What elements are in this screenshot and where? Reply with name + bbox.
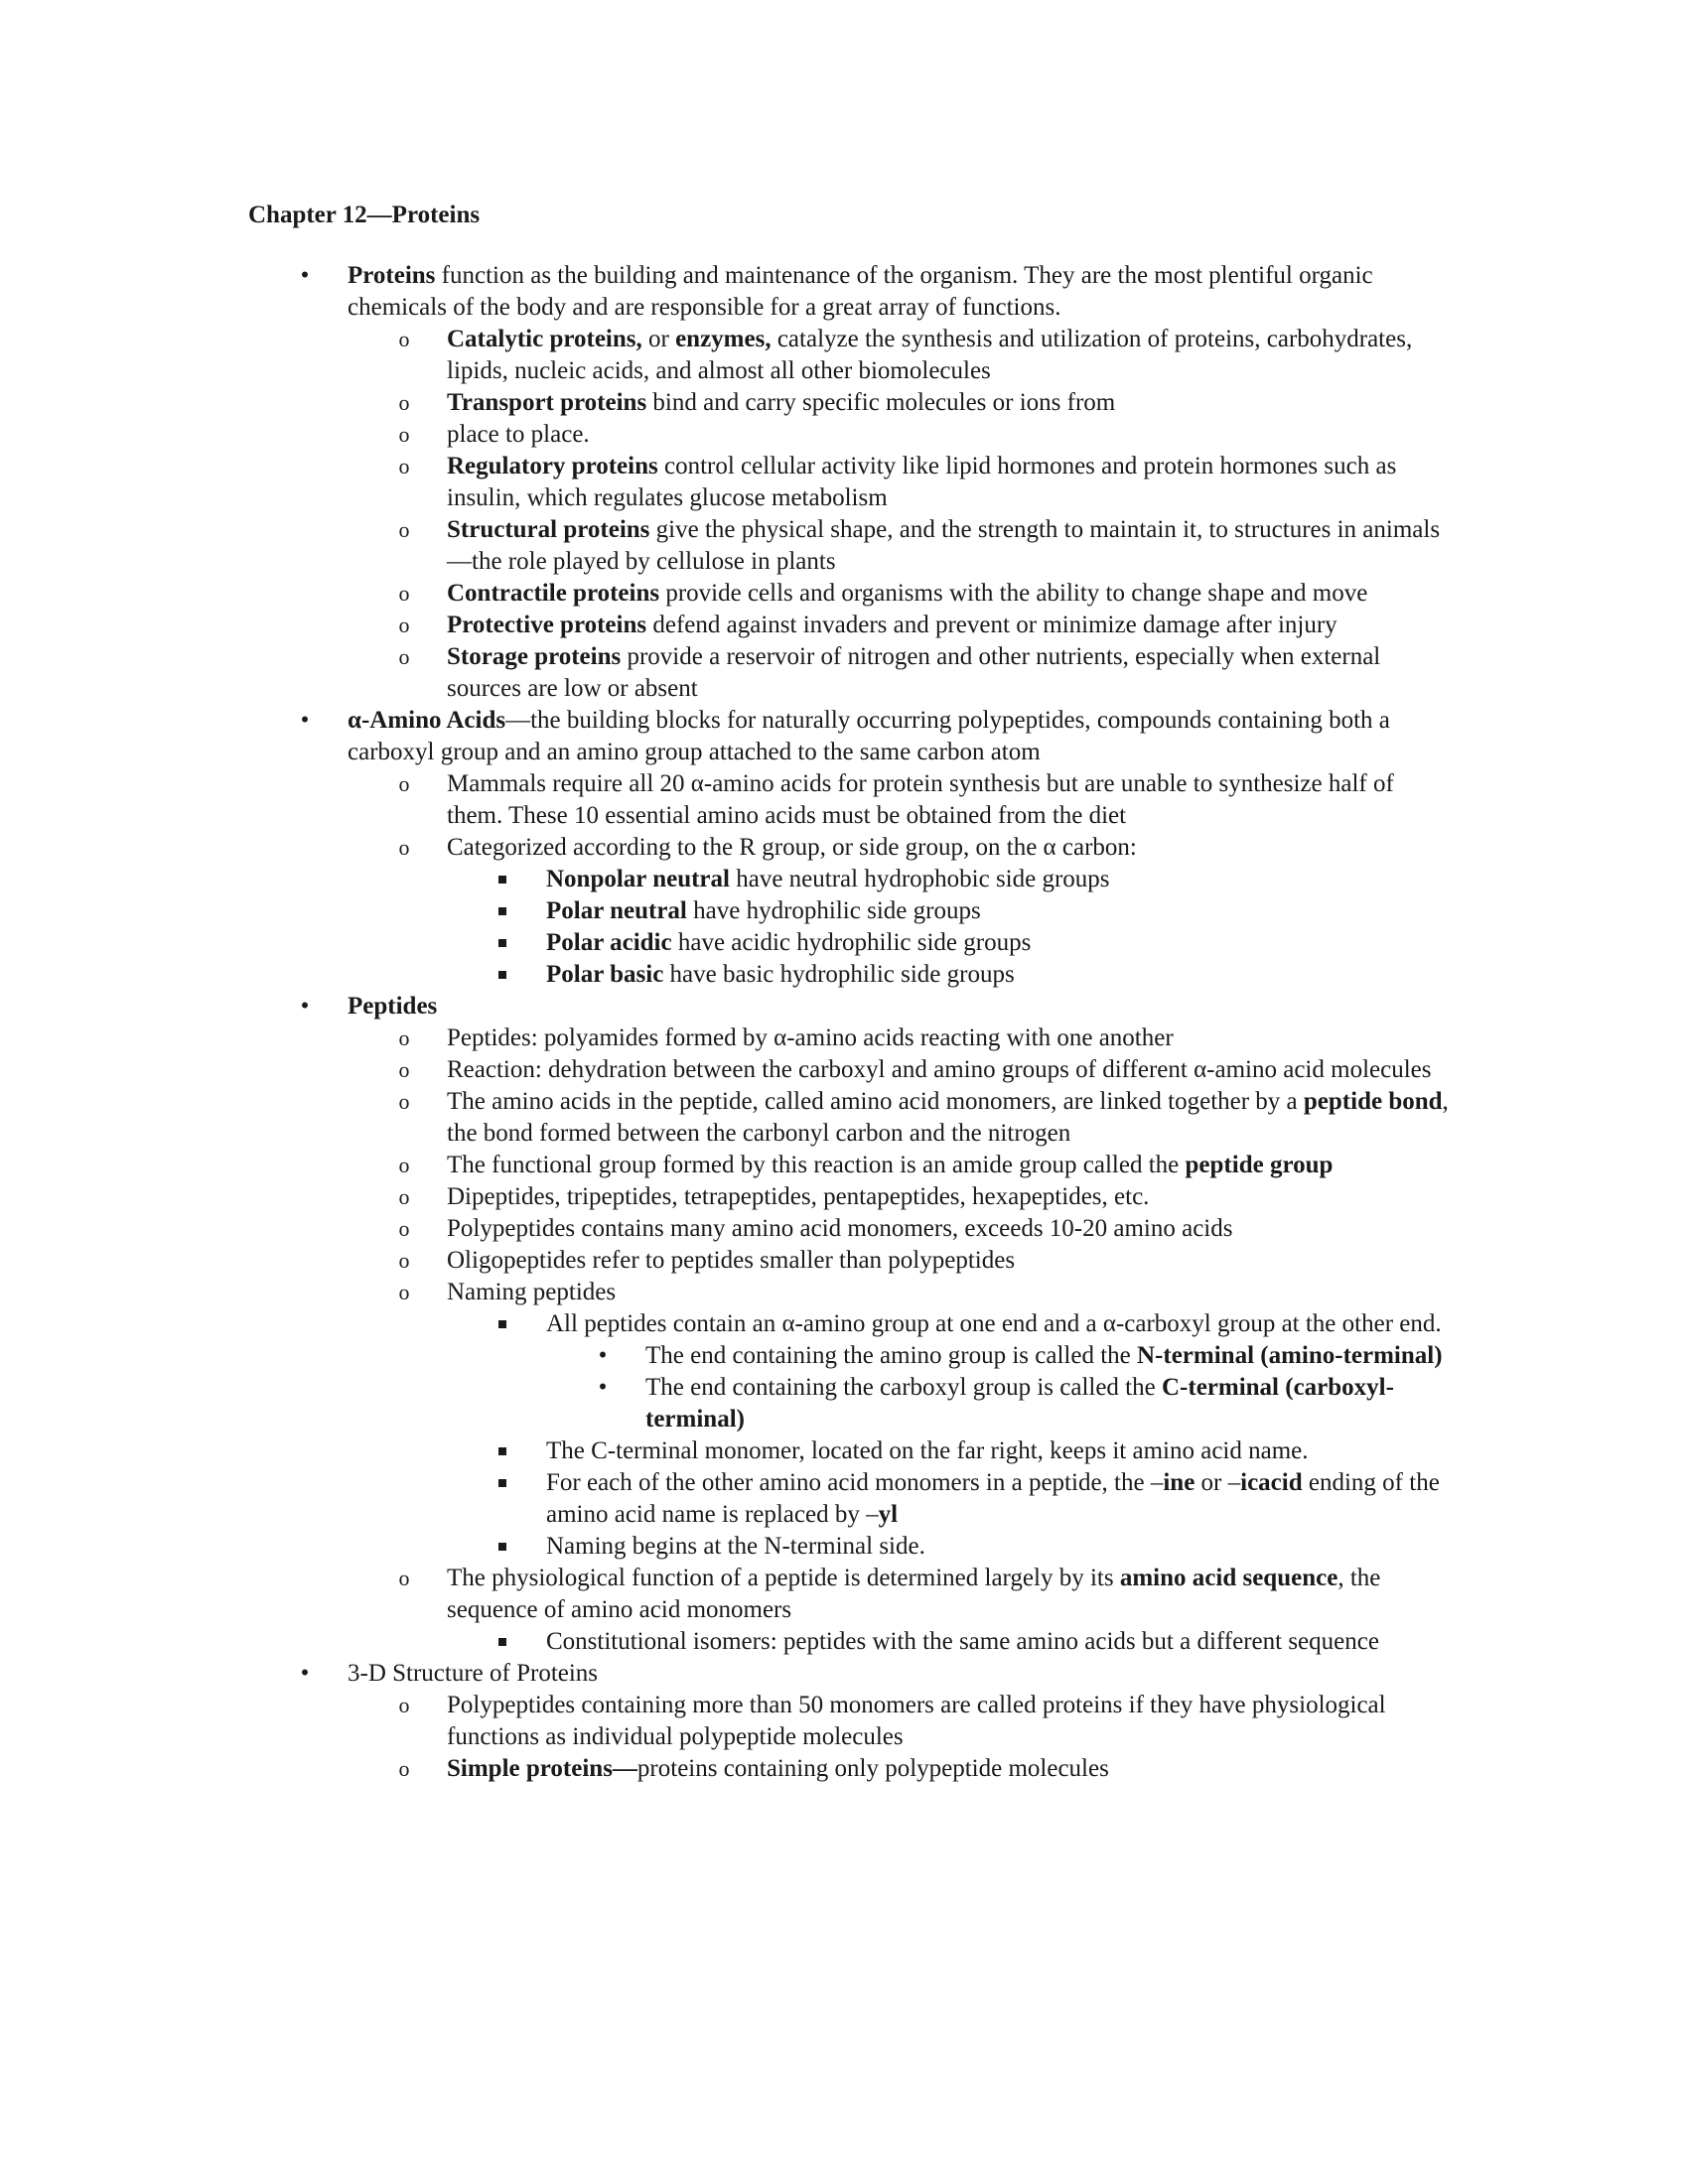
term: N-terminal (amino-terminal): [1137, 1342, 1443, 1369]
body-text: Polypeptides contains many amino acid monomers, exceeds 10-20 amino acids: [447, 1215, 1233, 1242]
body-text: bind and carry specific molecules or ions from: [646, 389, 1116, 416]
list-item: [300, 1658, 1450, 1785]
body-text: defend against invaders and prevent or minimize damage after injury: [646, 612, 1337, 638]
outline-list: [300, 260, 1450, 1785]
list-item: [398, 610, 1450, 641]
list-item: [546, 1531, 1450, 1563]
list-item: [398, 451, 1450, 514]
body-text: give the physical shape, and the strength to maintain it, to structures in animals—the role played by cellulose in plants: [447, 516, 1441, 575]
body-text: Dipeptides, tripeptides, tetrapeptides, pentapeptides, hexapeptides, etc.: [447, 1183, 1150, 1210]
term: Simple proteins—: [447, 1755, 637, 1782]
circle-bullet-icon: o: [398, 835, 410, 860]
sublist: [348, 1690, 1450, 1785]
body-text: Naming begins at the N-terminal side.: [546, 1533, 925, 1560]
list-item: [398, 387, 1450, 419]
list-item: [398, 1213, 1450, 1245]
bullet-icon: •: [300, 993, 310, 1020]
body-text: The end containing the amino group is called the: [645, 1342, 1137, 1369]
bullet-icon: •: [598, 1374, 608, 1401]
term: ine: [1163, 1469, 1196, 1496]
circle-bullet-icon: o: [398, 771, 410, 796]
bullet-icon: •: [300, 262, 310, 289]
body-text: control cellular activity like lipid hormones and protein hormones such as insulin, which regulates glucose metabolism: [447, 453, 1397, 511]
circle-bullet-icon: o: [398, 644, 410, 669]
list-item: [398, 768, 1450, 832]
square-bullet-icon: [498, 1479, 506, 1487]
list-item: [300, 991, 1450, 1658]
list-item: [398, 1690, 1450, 1753]
list-item: [300, 260, 1450, 705]
circle-bullet-icon: o: [398, 1153, 410, 1177]
body-text: The amino acids in the peptide, called amino acid monomers, are linked together by a: [447, 1088, 1304, 1115]
term: C-terminal (carboxyl-terminal): [645, 1374, 1394, 1433]
circle-bullet-icon: o: [398, 1280, 410, 1304]
body-text: Naming peptides: [447, 1279, 617, 1305]
circle-bullet-icon: o: [398, 1756, 410, 1781]
list-item: [398, 514, 1450, 578]
list-item: [546, 959, 1450, 991]
list-item: [546, 927, 1450, 959]
circle-bullet-icon: o: [398, 613, 410, 637]
body-text: Oligopeptides refer to peptides smaller than polypeptides: [447, 1247, 1016, 1274]
circle-bullet-icon: o: [398, 517, 410, 542]
circle-bullet-icon: o: [398, 327, 410, 351]
body-text: Mammals require all 20 α-amino acids for protein synthesis but are unable to synthesize half of them. These 10 essential amino acids must be obtained from the diet: [447, 770, 1394, 829]
term: Peptides: [348, 993, 438, 1020]
term: Protective proteins: [447, 612, 647, 638]
term: enzymes,: [675, 326, 772, 352]
list-item: [398, 1245, 1450, 1277]
list-item: [398, 324, 1450, 387]
list-item: [398, 1181, 1450, 1213]
circle-bullet-icon: o: [398, 454, 410, 478]
circle-bullet-icon: o: [398, 1089, 410, 1114]
term: Polar neutral: [546, 897, 687, 924]
list-item: [398, 832, 1450, 991]
body-text: For each of the other amino acid monomers in a peptide, the –: [546, 1469, 1164, 1496]
body-text: Peptides: polyamides formed by α-amino acids reacting with one another: [447, 1024, 1174, 1051]
term: Polar basic: [546, 961, 664, 988]
body-text: Categorized according to the R group, or side group, on the α carbon:: [447, 834, 1137, 861]
body-text: function as the building and maintenance of the organism. They are the most plentiful organic chemicals of the body and are responsible for a great array of functions.: [348, 262, 1373, 321]
circle-bullet-icon: o: [398, 1216, 410, 1241]
body-text: proteins containing only polypeptide molecules: [636, 1755, 1109, 1782]
term: Regulatory proteins: [447, 453, 658, 479]
sublist: [447, 864, 1450, 991]
term: Structural proteins: [447, 516, 650, 543]
body-text: have basic hydrophilic side groups: [663, 961, 1015, 988]
square-bullet-icon: [498, 876, 506, 884]
body-text: 3-D Structure of Proteins: [348, 1660, 599, 1687]
sublist: [348, 1023, 1450, 1658]
list-item: [398, 1150, 1450, 1181]
term: Polar acidic: [546, 929, 672, 956]
body-text: —the building blocks for naturally occurring polypeptides, compounds containing both a carboxyl group and an amino group attached to the same carbon atom: [348, 707, 1390, 765]
term: peptide group: [1185, 1152, 1334, 1178]
chapter-title: Chapter 12—Proteins: [248, 202, 481, 228]
square-bullet-icon: [498, 971, 506, 979]
circle-bullet-icon: o: [398, 422, 410, 447]
body-text: , the sequence of amino acid monomers: [447, 1565, 1381, 1623]
body-text: The functional group formed by this reaction is an amide group called the: [447, 1152, 1186, 1178]
sublist: [348, 324, 1450, 705]
body-text: or: [641, 326, 676, 352]
term: Proteins: [348, 262, 436, 289]
square-bullet-icon: [498, 907, 506, 915]
body-text: provide a reservoir of nitrogen and other nutrients, especially when external sources are low or absent: [447, 643, 1381, 702]
term: icacid: [1240, 1469, 1303, 1496]
list-item: [398, 419, 1450, 451]
list-item: [398, 578, 1450, 610]
square-bullet-icon: [498, 1543, 506, 1551]
term: peptide bond: [1303, 1088, 1443, 1115]
term: Transport proteins: [447, 389, 647, 416]
body-text: Polypeptides containing more than 50 monomers are called proteins if they have physiological functions as individual polypeptide molecules: [447, 1692, 1386, 1750]
bullet-icon: •: [300, 1660, 310, 1687]
list-item: [398, 1023, 1450, 1054]
body-text: have acidic hydrophilic side groups: [671, 929, 1032, 956]
list-item: [546, 1435, 1450, 1467]
term: Nonpolar neutral: [546, 866, 730, 892]
list-item: [546, 1308, 1450, 1435]
body-text: The C-terminal monomer, located on the far right, keeps it amino acid name.: [546, 1437, 1309, 1464]
body-text: All peptides contain an α-amino group at one end and a α-carboxyl group at the other end.: [546, 1310, 1442, 1337]
term: Storage proteins: [447, 643, 622, 670]
body-text: have hydrophilic side groups: [686, 897, 981, 924]
body-text: catalyze the synthesis and utilization of proteins, carbohydrates, lipids, nucleic acids, and almost all other biomolecules: [447, 326, 1413, 384]
circle-bullet-icon: o: [398, 1025, 410, 1050]
bullet-icon: •: [300, 707, 310, 734]
list-item: [546, 895, 1450, 927]
circle-bullet-icon: o: [398, 581, 410, 606]
body-text: Constitutional isomers: peptides with the same amino acids but a different sequence: [546, 1628, 1379, 1655]
square-bullet-icon: [498, 1447, 506, 1455]
square-bullet-icon: [498, 1638, 506, 1646]
circle-bullet-icon: o: [398, 1693, 410, 1717]
body-text: place to place.: [447, 421, 590, 448]
list-item: [300, 705, 1450, 991]
term: Catalytic proteins,: [447, 326, 642, 352]
circle-bullet-icon: o: [398, 1248, 410, 1273]
term: amino acid sequence: [1119, 1565, 1338, 1591]
body-text: have neutral hydrophobic side groups: [729, 866, 1110, 892]
list-item: [398, 1563, 1450, 1658]
body-text: or –: [1195, 1469, 1241, 1496]
term: α-Amino Acids: [348, 707, 506, 734]
list-item: [398, 1086, 1450, 1150]
list-item: [598, 1340, 1450, 1372]
list-item: [398, 1277, 1450, 1563]
term: yl: [878, 1501, 899, 1528]
term: Contractile proteins: [447, 580, 660, 607]
list-item: [398, 641, 1450, 705]
list-item: [546, 1467, 1450, 1531]
body-text: Reaction: dehydration between the carboxyl and amino groups of different α-amino acid molecules: [447, 1056, 1432, 1083]
circle-bullet-icon: o: [398, 1566, 410, 1590]
sublist: [546, 1340, 1450, 1435]
square-bullet-icon: [498, 939, 506, 947]
body-text: The end containing the carboxyl group is called the: [645, 1374, 1162, 1401]
list-item: [398, 1753, 1450, 1785]
list-item: [398, 1054, 1450, 1086]
body-text: , the bond formed between the carbonyl carbon and the nitrogen: [447, 1088, 1449, 1147]
body-text: The physiological function of a peptide is determined largely by its: [447, 1565, 1120, 1591]
list-item: [546, 1626, 1450, 1658]
circle-bullet-icon: o: [398, 1184, 410, 1209]
sublist: [447, 1626, 1450, 1658]
list-item: [546, 864, 1450, 895]
circle-bullet-icon: o: [398, 390, 410, 415]
body-text: ending of the amino acid name is replaced by –: [546, 1469, 1440, 1528]
body-text: provide cells and organisms with the ability to change shape and move: [659, 580, 1368, 607]
sublist: [348, 768, 1450, 991]
list-item: [598, 1372, 1450, 1435]
square-bullet-icon: [498, 1320, 506, 1328]
circle-bullet-icon: o: [398, 1057, 410, 1082]
sublist: [447, 1308, 1450, 1563]
bullet-icon: •: [598, 1342, 608, 1369]
